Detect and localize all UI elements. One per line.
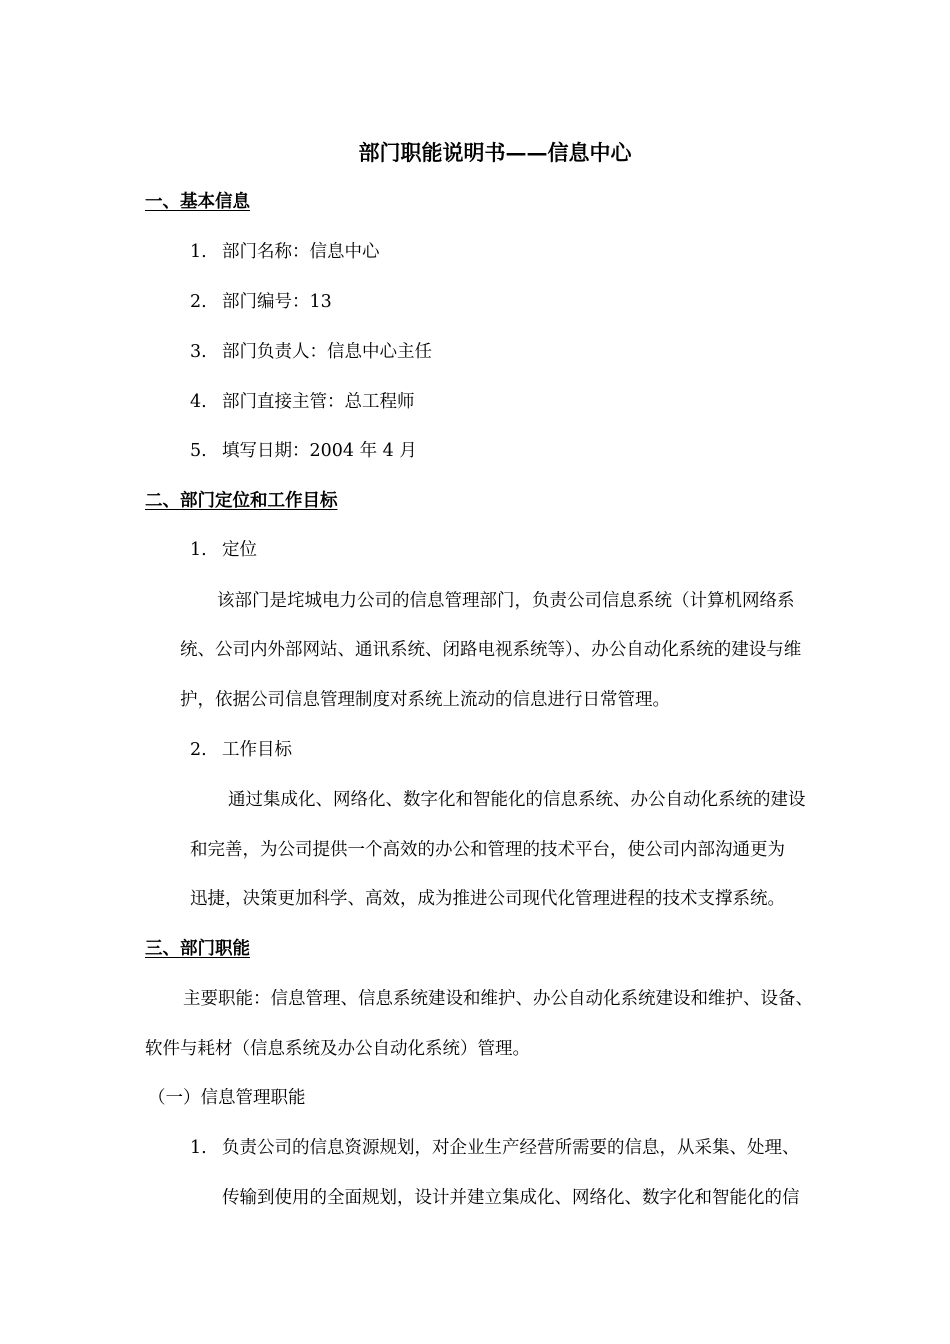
list-item: [190, 1136, 800, 1160]
subheading-label: 定位: [222, 540, 257, 560]
list-number: 2.: [190, 740, 207, 760]
list-text: 部门负责人：信息中心主任: [222, 342, 432, 362]
subheading-positioning: [190, 538, 257, 562]
list-text: 部门编号：13: [222, 292, 332, 312]
list-text: 部门名称：信息中心: [222, 242, 380, 262]
list-item: [190, 340, 432, 364]
list-item: [190, 240, 380, 264]
list-number: 1.: [190, 1138, 207, 1158]
page-title: 部门职能说明书——信息中心: [358, 140, 632, 165]
paragraph-line: 和完善，为公司提供一个高效的办公和管理的技术平台，使公司内部沟通更为: [190, 840, 785, 860]
subheading-label: 工作目标: [222, 740, 292, 760]
section-heading-basic-info: 一、基本信息: [145, 192, 250, 212]
list-number: 4.: [190, 392, 207, 412]
list-number: 2.: [190, 292, 207, 312]
paragraph-line: 该部门是垞城电力公司的信息管理部门，负责公司信息系统（计算机网络系: [217, 591, 795, 611]
list-item: [190, 290, 332, 314]
section-heading-functions: 三、部门职能: [145, 939, 250, 959]
section-heading-positioning: 二、部门定位和工作目标: [145, 491, 338, 511]
subsection-heading: （一）信息管理职能: [148, 1088, 306, 1108]
list-number: 1.: [190, 242, 207, 262]
list-text: 负责公司的信息资源规划，对企业生产经营所需要的信息，从采集、处理、: [222, 1138, 800, 1158]
list-text: 填写日期：2004 年 4 月: [222, 441, 417, 461]
paragraph-line: 护，依据公司信息管理制度对系统上流动的信息进行日常管理。: [180, 690, 670, 710]
list-number: 1.: [190, 540, 207, 560]
paragraph-line: 传输到使用的全面规划，设计并建立集成化、网络化、数字化和智能化的信: [222, 1188, 800, 1208]
paragraph-line: 主要职能：信息管理、信息系统建设和维护、办公自动化系统建设和维护、设备、: [183, 989, 813, 1009]
paragraph-line: 通过集成化、网络化、数字化和智能化的信息系统、办公自动化系统的建设: [228, 790, 806, 810]
list-item: [190, 390, 415, 414]
paragraph-line: 软件与耗材（信息系统及办公自动化系统）管理。: [145, 1039, 530, 1059]
list-text: 部门直接主管：总工程师: [222, 392, 415, 412]
paragraph-line: 迅捷，决策更加科学、高效，成为推进公司现代化管理进程的技术支撑系统。: [190, 889, 785, 909]
paragraph-line: 统、公司内外部网站、通讯系统、闭路电视系统等）、办公自动化系统的建设与维: [180, 640, 802, 660]
subheading-goals: [190, 738, 292, 762]
list-number: 3.: [190, 342, 207, 362]
list-item: [190, 439, 417, 463]
list-number: 5.: [190, 441, 207, 461]
